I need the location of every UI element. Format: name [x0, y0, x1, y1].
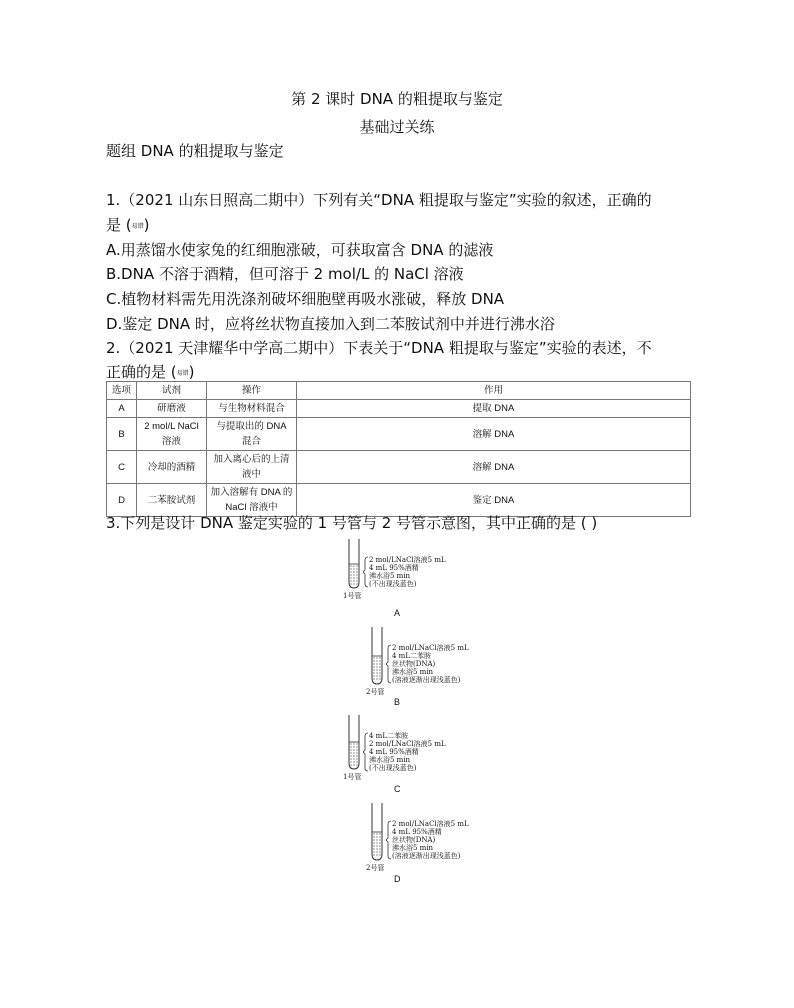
tube-name: 2号管	[366, 688, 385, 696]
table-cell: 鉴定 DNA	[297, 484, 691, 517]
test-tube-icon	[343, 714, 365, 773]
tube-name: 1号管	[343, 773, 362, 781]
annotation-line: (不出现浅蓝色)	[369, 580, 417, 588]
annotation-line: 2 mol/LNaCl溶液5 mL	[392, 644, 469, 652]
q2-stem-line1: 2.（2021 天津耀华中学高二期中）下表关于“DNA 粗提取与鉴定”实验的表述，不	[106, 339, 652, 357]
table-cell: 2 mol/L NaCl 溶液	[137, 418, 207, 451]
table-header-cell: 作用	[297, 382, 691, 400]
tube-annotation	[392, 820, 469, 860]
table-header-cell: 选项	[107, 382, 137, 400]
annotation-line: 丝状物(DNA)	[392, 660, 436, 668]
annotation-line: 4 mL 95%酒精	[392, 828, 442, 836]
test-tube-icon	[366, 802, 388, 864]
test-tube-icon	[343, 538, 365, 592]
q2-difficulty-tag: 易错	[176, 370, 189, 377]
q2-table	[106, 381, 691, 517]
table-cell: C	[107, 451, 137, 484]
table-header-row	[107, 382, 691, 400]
figure-option-label: A	[394, 608, 401, 618]
table-row	[107, 400, 691, 418]
annotation-line: (溶液逐渐出现浅蓝色)	[392, 676, 461, 684]
topic-group-heading: 题组 DNA 的粗提取与鉴定	[106, 142, 284, 160]
q1-stem-line1: 1.（2021 山东日照高二期中）下列有关“DNA 粗提取与鉴定”实验的叙述，正确的	[106, 191, 652, 209]
table-cell: A	[107, 400, 137, 418]
annotation-line: 4 mL二苯胺	[369, 732, 408, 740]
table-cell: 加入离心后的上清 液中	[207, 451, 297, 484]
table-row	[107, 451, 691, 484]
table-cell: 与生物材料混合	[207, 400, 297, 418]
test-tube-icon	[366, 626, 388, 688]
page-subtitle: 基础过关练	[359, 118, 435, 136]
annotation-line: 2 mol/LNaCl溶液5 mL	[369, 740, 446, 748]
annotation-line: 2 mol/LNaCl溶液5 mL	[392, 820, 469, 828]
annotation-line: 沸水浴5 min	[392, 668, 434, 676]
figure-option-label: D	[394, 874, 401, 884]
annotation-line: 沸水浴5 min	[369, 572, 411, 580]
q1-option-d: D.鉴定 DNA 时，应将丝状物直接加入到二苯胺试剂中并进行沸水浴	[106, 315, 555, 333]
table-cell: 二苯胺试剂	[137, 484, 207, 517]
q3-stem: 3.下列是设计 DNA 鉴定实验的 1 号管与 2 号管示意图，其中正确的是 ( )	[106, 514, 598, 532]
table-cell: 提取 DNA	[297, 400, 691, 418]
table-cell: 研磨液	[137, 400, 207, 418]
table-cell: D	[107, 484, 137, 517]
q2-stem-line2: 正确的是 (易错)	[106, 363, 195, 381]
table-cell: 加入溶解有 DNA 的 NaCl 溶液中	[207, 484, 297, 517]
annotation-line: 沸水浴5 min	[392, 844, 434, 852]
tube-annotation	[369, 556, 446, 588]
tube-name: 2号管	[366, 864, 385, 872]
q1-difficulty-tag: 易错	[131, 223, 144, 230]
annotation-line: 沸水浴5 min	[369, 756, 411, 764]
table-header-cell: 试剂	[137, 382, 207, 400]
annotation-line: 4 mL二苯胺	[392, 652, 431, 660]
page-title: 第 2 课时 DNA 的粗提取与鉴定	[291, 90, 503, 108]
table-cell: 溶解 DNA	[297, 451, 691, 484]
annotation-line: (溶液逐渐出现浅蓝色)	[392, 852, 461, 860]
table-header-cell: 操作	[207, 382, 297, 400]
q1-option-a: A.用蒸馏水使家兔的红细胞涨破，可获取富含 DNA 的滤液	[106, 241, 494, 259]
annotation-line: (不出现浅蓝色)	[369, 764, 417, 772]
annotation-line: 2 mol/LNaCl溶液5 mL	[369, 556, 446, 564]
q1-option-b: B.DNA 不溶于酒精，但可溶于 2 mol/L 的 NaCl 溶液	[106, 265, 464, 283]
q1-stem-line2: 是 (易错)	[106, 216, 150, 234]
table-cell: 与提取出的 DNA 混合	[207, 418, 297, 451]
figure-option-label: C	[394, 784, 401, 794]
table-cell: B	[107, 418, 137, 451]
tube-annotation	[392, 644, 469, 684]
table-cell: 溶解 DNA	[297, 418, 691, 451]
tube-annotation	[369, 732, 446, 772]
annotation-line: 丝状物(DNA)	[392, 836, 436, 844]
annotation-line: 4 mL 95%酒精	[369, 748, 419, 756]
table-cell: 冷却的酒精	[137, 451, 207, 484]
table-row	[107, 418, 691, 451]
figure-option-label: B	[394, 697, 401, 707]
annotation-line: 4 mL 95%酒精	[369, 564, 419, 572]
tube-name: 1号管	[343, 592, 362, 600]
q1-option-c: C.植物材料需先用洗涤剂破坏细胞壁再吸水涨破，释放 DNA	[106, 290, 505, 308]
